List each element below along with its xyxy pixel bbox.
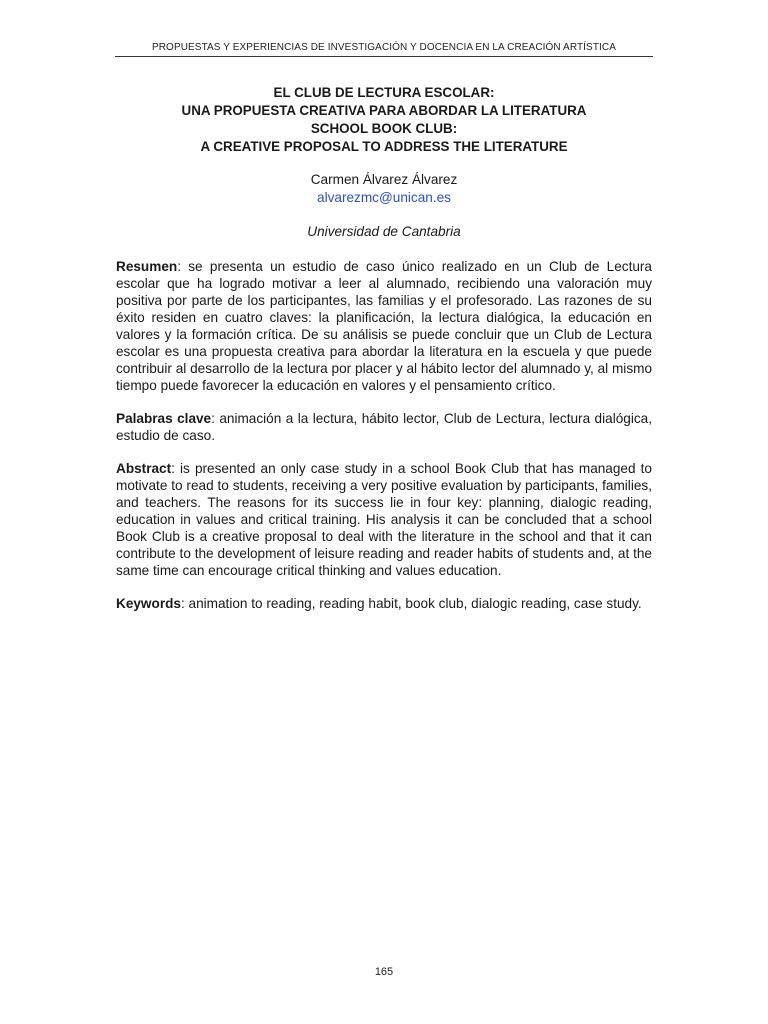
page-number: 165 xyxy=(374,966,394,978)
resumen-label: Resumen xyxy=(116,259,178,274)
keywords-text: : animation to reading, reading habit, book club, dialogic reading, case study. xyxy=(180,596,642,611)
title-spanish-line-2: UNA PROPUESTA CREATIVA PARA ABORDAR LA LITERATURA xyxy=(181,103,587,118)
article-content xyxy=(116,84,652,612)
affiliation: Universidad de Cantabria xyxy=(307,224,461,239)
palabras-clave-label: Palabras clave xyxy=(116,411,212,426)
title-english-line-2: A CREATIVE PROPOSAL TO ADDRESS THE LITERATURE xyxy=(200,139,568,154)
header-rule xyxy=(115,56,653,57)
title-spanish-line-1: EL CLUB DE LECTURA ESCOLAR: xyxy=(273,85,495,100)
palabras-clave-text: : animación a la lectura, hábito lector, Club de Lectura, lectura dialógica, estudio de caso. xyxy=(116,411,652,443)
author-email-link[interactable]: alvarezmc@unican.es xyxy=(317,190,451,205)
abstract-label: Abstract xyxy=(116,461,172,476)
keywords-label: Keywords xyxy=(116,596,181,611)
palabras-clave-paragraph xyxy=(116,410,652,444)
author-name: Carmen Álvarez Álvarez xyxy=(310,172,458,187)
abstract-text: : is presented an only case study in a school Book Club that has managed to motivate to read to students, receiving a very positive evaluation by participants, families, and teachers. The reasons for its success lie in four key: planning, dialogic reading, education in values and critical training. His analysis it can be concluded that a school Book Club is a creative proposal to deal with the literature in the school and that it can contribute to the development of leisure reading and reader habits of students and, at the same time can encourage critical thinking and values education. xyxy=(116,461,652,578)
keywords-paragraph xyxy=(116,595,652,612)
resumen-text: : se presenta un estudio de caso único realizado en un Club de Lectura escolar que ha logrado motivar a leer al alumnado, recibiendo una valoración muy positiva por parte de los participantes, las familias y el profesorado. Las razones de su éxito residen en cuatro claves: la planificación, la lectura dialógica, la educación en valores y la formación crítica. De su análisis se puede concluir que un Club de Lectura escolar es una propuesta creativa para abordar la literatura en la escuela y que puede contribuir al desarrollo de la lectura por placer y al hábito lector del alumnado y, al mismo tiempo puede favorecer la educación en valores y el pensamiento crítico. xyxy=(116,259,652,393)
running-header: PROPUESTAS Y EXPERIENCIAS DE INVESTIGACIÓN Y DOCENCIA EN LA CREACIÓN ARTÍSTICA xyxy=(151,42,617,53)
resumen-paragraph xyxy=(116,258,652,394)
abstract-paragraph xyxy=(116,460,652,579)
title-english-line-1: SCHOOL BOOK CLUB: xyxy=(310,121,458,136)
